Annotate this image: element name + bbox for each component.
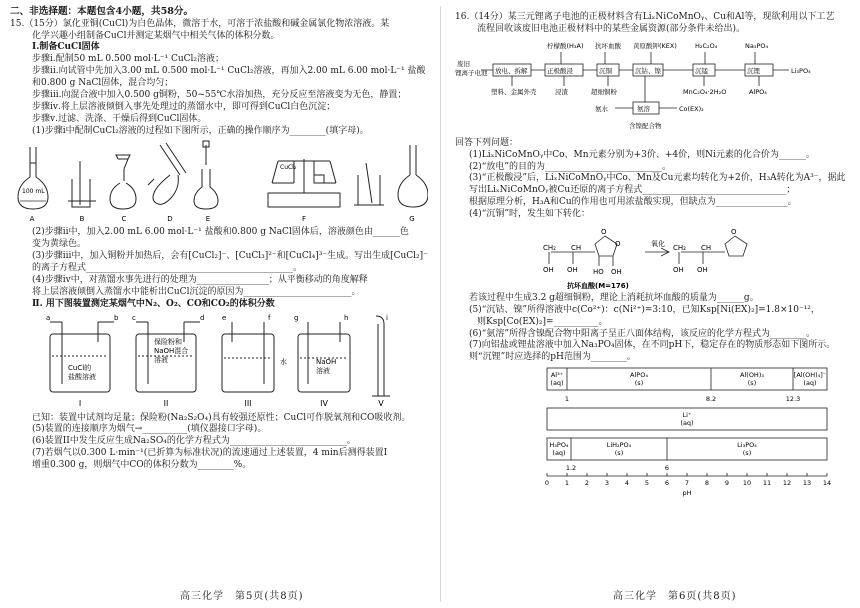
- ph-phosphate-value-1: 6: [664, 464, 670, 473]
- right-column: [455, 12, 855, 498]
- figure-label-b: B: [79, 215, 85, 224]
- bottle-iii-water-label: 水: [280, 357, 287, 366]
- q15-sub3-b: 的离子方程式______________________________________________。: [32, 263, 303, 274]
- bottle-iv-label-1: NaOH: [316, 357, 337, 366]
- ph-phosphate-species-0: H₃PO₄ (aq): [549, 441, 569, 458]
- bottle-iii: [222, 322, 274, 392]
- flow-out-coex2: Co(EX)₂: [679, 104, 704, 113]
- q15-step5: 步骤ⅴ.过滤、洗涤、干燥后得到CuCl固体。: [32, 113, 207, 124]
- struct-name: 抗坏血酸(M=176): [567, 281, 629, 290]
- struct-ch: CH: [571, 243, 582, 252]
- port-f: f: [268, 313, 271, 322]
- struct-ch2: CH₂: [543, 243, 556, 252]
- ph-tick-label-7: 7: [684, 479, 690, 488]
- q15-intro-2: 化学兴趣小组制备CuCl并测定某烟气中相关气体的体积分数。: [32, 30, 280, 41]
- q16-sub5-b: 则Ksp[Co(EX)₂]=__________。: [477, 316, 608, 327]
- q15-sub2-b: 变为黄绿色。: [32, 239, 87, 250]
- struct-product-ch2: CH₂: [673, 243, 686, 252]
- figure-label-c: C: [121, 215, 127, 224]
- flow-box-discharge: 放电、拆解: [495, 66, 528, 75]
- ascorbic-acid-structure: [455, 222, 855, 292]
- figure-label-e: E: [205, 215, 211, 224]
- ph-tick-label-5: 5: [644, 479, 650, 488]
- ph-tick-label-3: 3: [604, 479, 610, 488]
- q16-sub4-b: 若该过程中生成3.2 g超细铜粉，理论上消耗抗坏血酸的质量为______g。: [469, 292, 759, 303]
- ph-tick-label-1: 1: [564, 479, 570, 488]
- bottle-i-label-1: CuCl的: [68, 363, 92, 372]
- ph-species-diagram: [455, 366, 855, 498]
- struct-product-oh-2: OH: [697, 265, 708, 274]
- flow-out-residue: 浸渣: [555, 87, 568, 96]
- port-c: c: [132, 313, 136, 322]
- ph-al-species-1: AlPO₄ (s): [630, 371, 648, 388]
- bottle-ii-label-2: NaOH混合: [154, 346, 189, 355]
- flow-out-alpo4: AlPO₄: [749, 87, 767, 96]
- port-g: g: [294, 313, 299, 322]
- q15-part1-heading: I.制备CuCl固体: [32, 42, 100, 53]
- ph-al-value-2: 12.3: [785, 395, 801, 404]
- struct-oh-3: OH: [611, 267, 622, 276]
- q16-intro-1: 16.（14分）某三元锂离子电池的正极材料含有LiₓNiCoMnOᵧ、Cu和Al等，现欲利用以下工艺: [455, 12, 835, 22]
- ph-tick-label-0: 0: [544, 479, 550, 488]
- struct-ho: HO: [593, 267, 604, 276]
- struct-product-oh-1: OH: [673, 265, 684, 274]
- struct-product-o: O: [731, 227, 737, 236]
- q16-sub3-b: 写出LiₓNiCoMnOᵧ被Cu还原的离子方程式________________________________；: [469, 185, 796, 196]
- ph-tick-label-12: 12: [782, 479, 792, 488]
- q15-intro-1: 15.（15分）氯化亚铜(CuCl)为白色晶体，微溶于水，可溶于浓盐酸和碱金属氯化物浓溶液。某: [10, 18, 390, 29]
- figure-label-f: F: [301, 215, 307, 224]
- figure-a-volumetric-flask: [18, 147, 48, 209]
- ph-al-species-0: Al³⁺ (aq): [550, 371, 564, 388]
- port-b: b: [114, 313, 119, 322]
- graduated-cylinder-v: [372, 313, 390, 396]
- port-d: d: [200, 313, 205, 322]
- q15-step2-a: 步骤ⅱ.向试管中先加入3.00 mL 0.500 mol·L⁻¹ CuCl₂溶液，再加入2.00 mL 6.00 mol·L⁻¹ 盐酸: [32, 66, 426, 77]
- flow-box-coni: 沉钴、镍: [635, 66, 661, 75]
- struct-arrow-label: 氧化: [651, 239, 665, 248]
- q15-sub3-a: (3)步骤ⅲ中，加入铜粉并加热后，会有[CuCl₂]⁻、[CuCl₃]²⁻和[CuCl₄]³⁻生成。写出生成[CuCl₂]⁻: [32, 251, 428, 262]
- ph-phosphate-species-2: Li₃PO₄ (s): [737, 441, 757, 458]
- flow-box-ammonia-dissolve: 氨溶: [637, 104, 650, 113]
- ph-phosphate-species-1: LiH₂PO₄ (s): [606, 441, 632, 458]
- flow-box-li: 沉锂: [747, 66, 760, 75]
- q16-sub3-c: 根据原理分析，H₃A和Cu的作用也可用浓盐酸实现，但缺点为________________。: [469, 197, 797, 208]
- apparatus-label-i: I: [78, 398, 82, 408]
- right-page-footer: 高三化学 第6页(共8页): [613, 590, 737, 602]
- port-a: a: [46, 313, 51, 322]
- apparatus-label-iv: IV: [320, 398, 328, 408]
- ph-phosphate-value-0: 1.2: [565, 464, 577, 473]
- ph-al-value-1: 8.2: [705, 395, 717, 404]
- flow-reagent-kex: 黄原酸钾(KEX): [633, 41, 677, 50]
- gas-apparatus-figure: [10, 312, 428, 412]
- figure-c-funnel: [110, 155, 136, 209]
- ph-tick-label-10: 10: [742, 479, 752, 488]
- port-e: e: [222, 313, 227, 322]
- figure-label-a: A: [29, 215, 35, 224]
- q16-sub2: (2)“放电”的目的为__________________________。: [469, 161, 671, 172]
- ph-row-al: [547, 368, 827, 390]
- q15-sub7-b: 增重0.300 g，则烟气中CO的体积分数为________%。: [32, 460, 252, 471]
- ph-tick-label-2: 2: [584, 479, 590, 488]
- ph-al-species-3: [Al(OH)₄]⁻ (aq): [793, 371, 827, 388]
- q15-step4: 步骤ⅳ.将上层溶液倾倒入事先处理过的蒸馏水中，即可得到CuCl白色沉淀；: [32, 101, 336, 112]
- q15-sub6: (6)装置II中发生反应生成Na₂SO₄的化学方程式为__________________________。: [32, 436, 356, 447]
- q16-answer-prompt: 回答下列问题：: [455, 137, 519, 148]
- flow-product: Li₃PO₄: [791, 66, 811, 75]
- q15-sub7-a: (7)若烟气以0.300 L·min⁻¹(已折算为标准状况)的流速通过上述装置，4 min后测得装置I: [32, 448, 388, 459]
- ph-tick-label-6: 6: [664, 479, 670, 488]
- q15-step3: 步骤ⅲ.向混合液中加入0.500 g铜粉，50~55℃水浴加热，充分反应至溶液变为无色，静置；: [32, 89, 407, 100]
- figure-g-flask: [398, 145, 428, 207]
- flow-reagent-citric: 柠檬酸(H₃A): [547, 41, 584, 50]
- process-flowchart: [455, 38, 855, 136]
- q15-sub4-b: 将上层溶液倾倒入蒸馏水中能析出CuCl沉淀的原因为________________________。: [32, 286, 361, 297]
- q16-sub7-b: 则“沉锂”时应选择的pH范围为________。: [469, 352, 636, 363]
- apparatus-label-ii: II: [163, 398, 169, 408]
- q15-step1: 步骤ⅰ.配制50 mL 0.500 mol·L⁻¹ CuCl₂溶液；: [32, 54, 224, 65]
- ph-tick-label-13: 13: [802, 479, 812, 488]
- figure-label-g: G: [409, 215, 415, 224]
- ph-tick-label-14: 14: [822, 479, 832, 488]
- flow-box-cu: 沉铜: [599, 66, 612, 75]
- flow-reagent-phosphate: Na₃PO₄: [745, 41, 769, 50]
- ph-tick-label-8: 8: [704, 479, 710, 488]
- q15-sub4-a: (4)步骤ⅳ中，对蒸馏水事先进行的处理为________________；从平衡移动的角度解释: [32, 274, 368, 285]
- bottle-i-label-2: 盐酸溶液: [68, 372, 96, 381]
- figure-f-balance: [268, 159, 340, 207]
- struct-oh-2: OH: [567, 265, 578, 274]
- ph-tick-label-4: 4: [624, 479, 630, 488]
- ph-row-phosphate: [547, 438, 827, 460]
- flow-reagent-ascorbic: 抗坏血酸: [595, 41, 621, 50]
- struct-carbonyl-o: O: [615, 239, 621, 248]
- q15-sub5: (5)装置的连接顺序为烟气→__________(填仪器接口字母)。: [32, 424, 267, 435]
- q15-step2-b: 和0.800 g NaCl固体，混合均匀；: [32, 78, 174, 89]
- ph-axis-label: pH: [682, 489, 692, 498]
- q15-part2-heading: Ⅱ. 用下图装置测定某烟气中N₂、O₂、CO和CO₂的体积分数: [32, 298, 275, 309]
- flow-box-leach: 正极酸浸: [547, 66, 573, 75]
- figure-label-d: D: [167, 215, 173, 224]
- right-page: [440, 0, 860, 608]
- bottle-ii: [136, 322, 200, 392]
- ph-tick-label-11: 11: [762, 479, 772, 488]
- ph-li-species: Li⁺ (aq): [680, 411, 694, 428]
- cucl2-weighing-label: CuCl₂: [280, 164, 297, 172]
- q15-sub2-a: (2)步骤ⅱ中，加入2.00 mL 6.00 mol·L⁻¹ 盐酸和0.800 g NaCl固体后，溶液颜色由______色: [32, 227, 409, 238]
- flow-out-ni-complex: 含镍配合物: [629, 121, 662, 130]
- ph-al-species-2: Al(OH)₃ (s): [740, 371, 764, 388]
- bottle-ii-label-1: 保险粉和: [154, 337, 182, 346]
- left-column: [10, 6, 428, 472]
- flow-out-copper: 超细铜粉: [591, 87, 617, 96]
- struct-ring-o: O: [601, 227, 607, 236]
- flow-start-1: 废旧: [457, 59, 470, 68]
- section-title: 二、非选择题：本题包含4小题，共58分。: [10, 6, 194, 17]
- figure-f-beaker: [354, 163, 384, 205]
- struct-product-ch: CH: [701, 243, 712, 252]
- ph-al-value-0: 1: [564, 395, 570, 404]
- figure-e-dropper: [194, 141, 218, 209]
- bottle-i: [50, 322, 114, 392]
- apparatus-label-v: V: [378, 398, 384, 408]
- q16-sub4: (4)“沉铜”时，发生如下转化：: [469, 209, 590, 219]
- flow-reagent-oxalic: H₂C₂O₄: [695, 41, 718, 50]
- bottle-iv-label-2: 溶液: [316, 366, 330, 375]
- q16-sub3-a: (3)“正极酸浸”后，LiₓNiCoMnOᵧ中Co、Mn及Cu元素均转化为+2价，H₃A转化为A³⁻，据此: [469, 173, 846, 184]
- flask-volume-label: 100 mL: [22, 188, 45, 196]
- q16-sub7-a: (7)向铝盐或锂盐溶液中加入Na₃PO₄固体，在不同pH下，稳定存在的物质形态如下图所示。: [469, 340, 836, 351]
- struct-oh-1: OH: [543, 265, 554, 274]
- q16-sub1: (1)LiₓNiCoMnOᵧ中Co、Mn元素分别为+3价、+4价，则Ni元素的化合价为______。: [469, 149, 815, 160]
- apparatus-label-iii: III: [244, 398, 252, 408]
- flow-out-plastic: 塑料、金属外壳: [491, 87, 537, 96]
- port-i: i: [386, 313, 388, 322]
- flow-start-2: 锂离子电池: [455, 68, 488, 77]
- flow-out-mnc2o4: MnC₂O₄·2H₂O: [683, 87, 727, 96]
- q16-sub6: (6)“氨溶”所得含镍配合物中阳离子呈正八面体结构，该反应的化学方程式为________。: [469, 328, 815, 339]
- left-page-footer: 高三化学 第5页(共8页): [180, 590, 304, 602]
- q15-sub1: (1)步骤ⅰ中配制CuCl₂溶液的过程如下图所示，正确的操作顺序为________(填字母)。: [32, 125, 369, 136]
- bottle-ii-label-3: 溶液: [154, 355, 168, 364]
- q16-sub5-a: (5)“沉钴、镍”所得溶液中c(Co²⁺)：c(Ni²⁺)=3:10，已知Ksp[Ni(EX)₂]=1.8×10⁻¹²，: [469, 304, 820, 315]
- figure-d-shaking: [148, 143, 186, 204]
- port-h: h: [344, 313, 349, 322]
- q15-note: 已知：装置中试剂均足量；保险粉(Na₂S₂O₄)具有较强还原性；CuCl可作脱氧剂和CO吸收剂。: [32, 412, 411, 423]
- ph-tick-label-9: 9: [724, 479, 730, 488]
- flow-box-mn: 沉锰: [695, 66, 708, 75]
- solution-prep-figure: [10, 139, 428, 225]
- figure-b-beaker: [68, 161, 96, 207]
- bottle-iv: [298, 322, 350, 392]
- q16-intro-2: 流程回收该废旧电池正极材料中的某些金属资源(部分条件未给出)。: [477, 23, 746, 34]
- flow-ammonia: 氨水: [595, 104, 608, 113]
